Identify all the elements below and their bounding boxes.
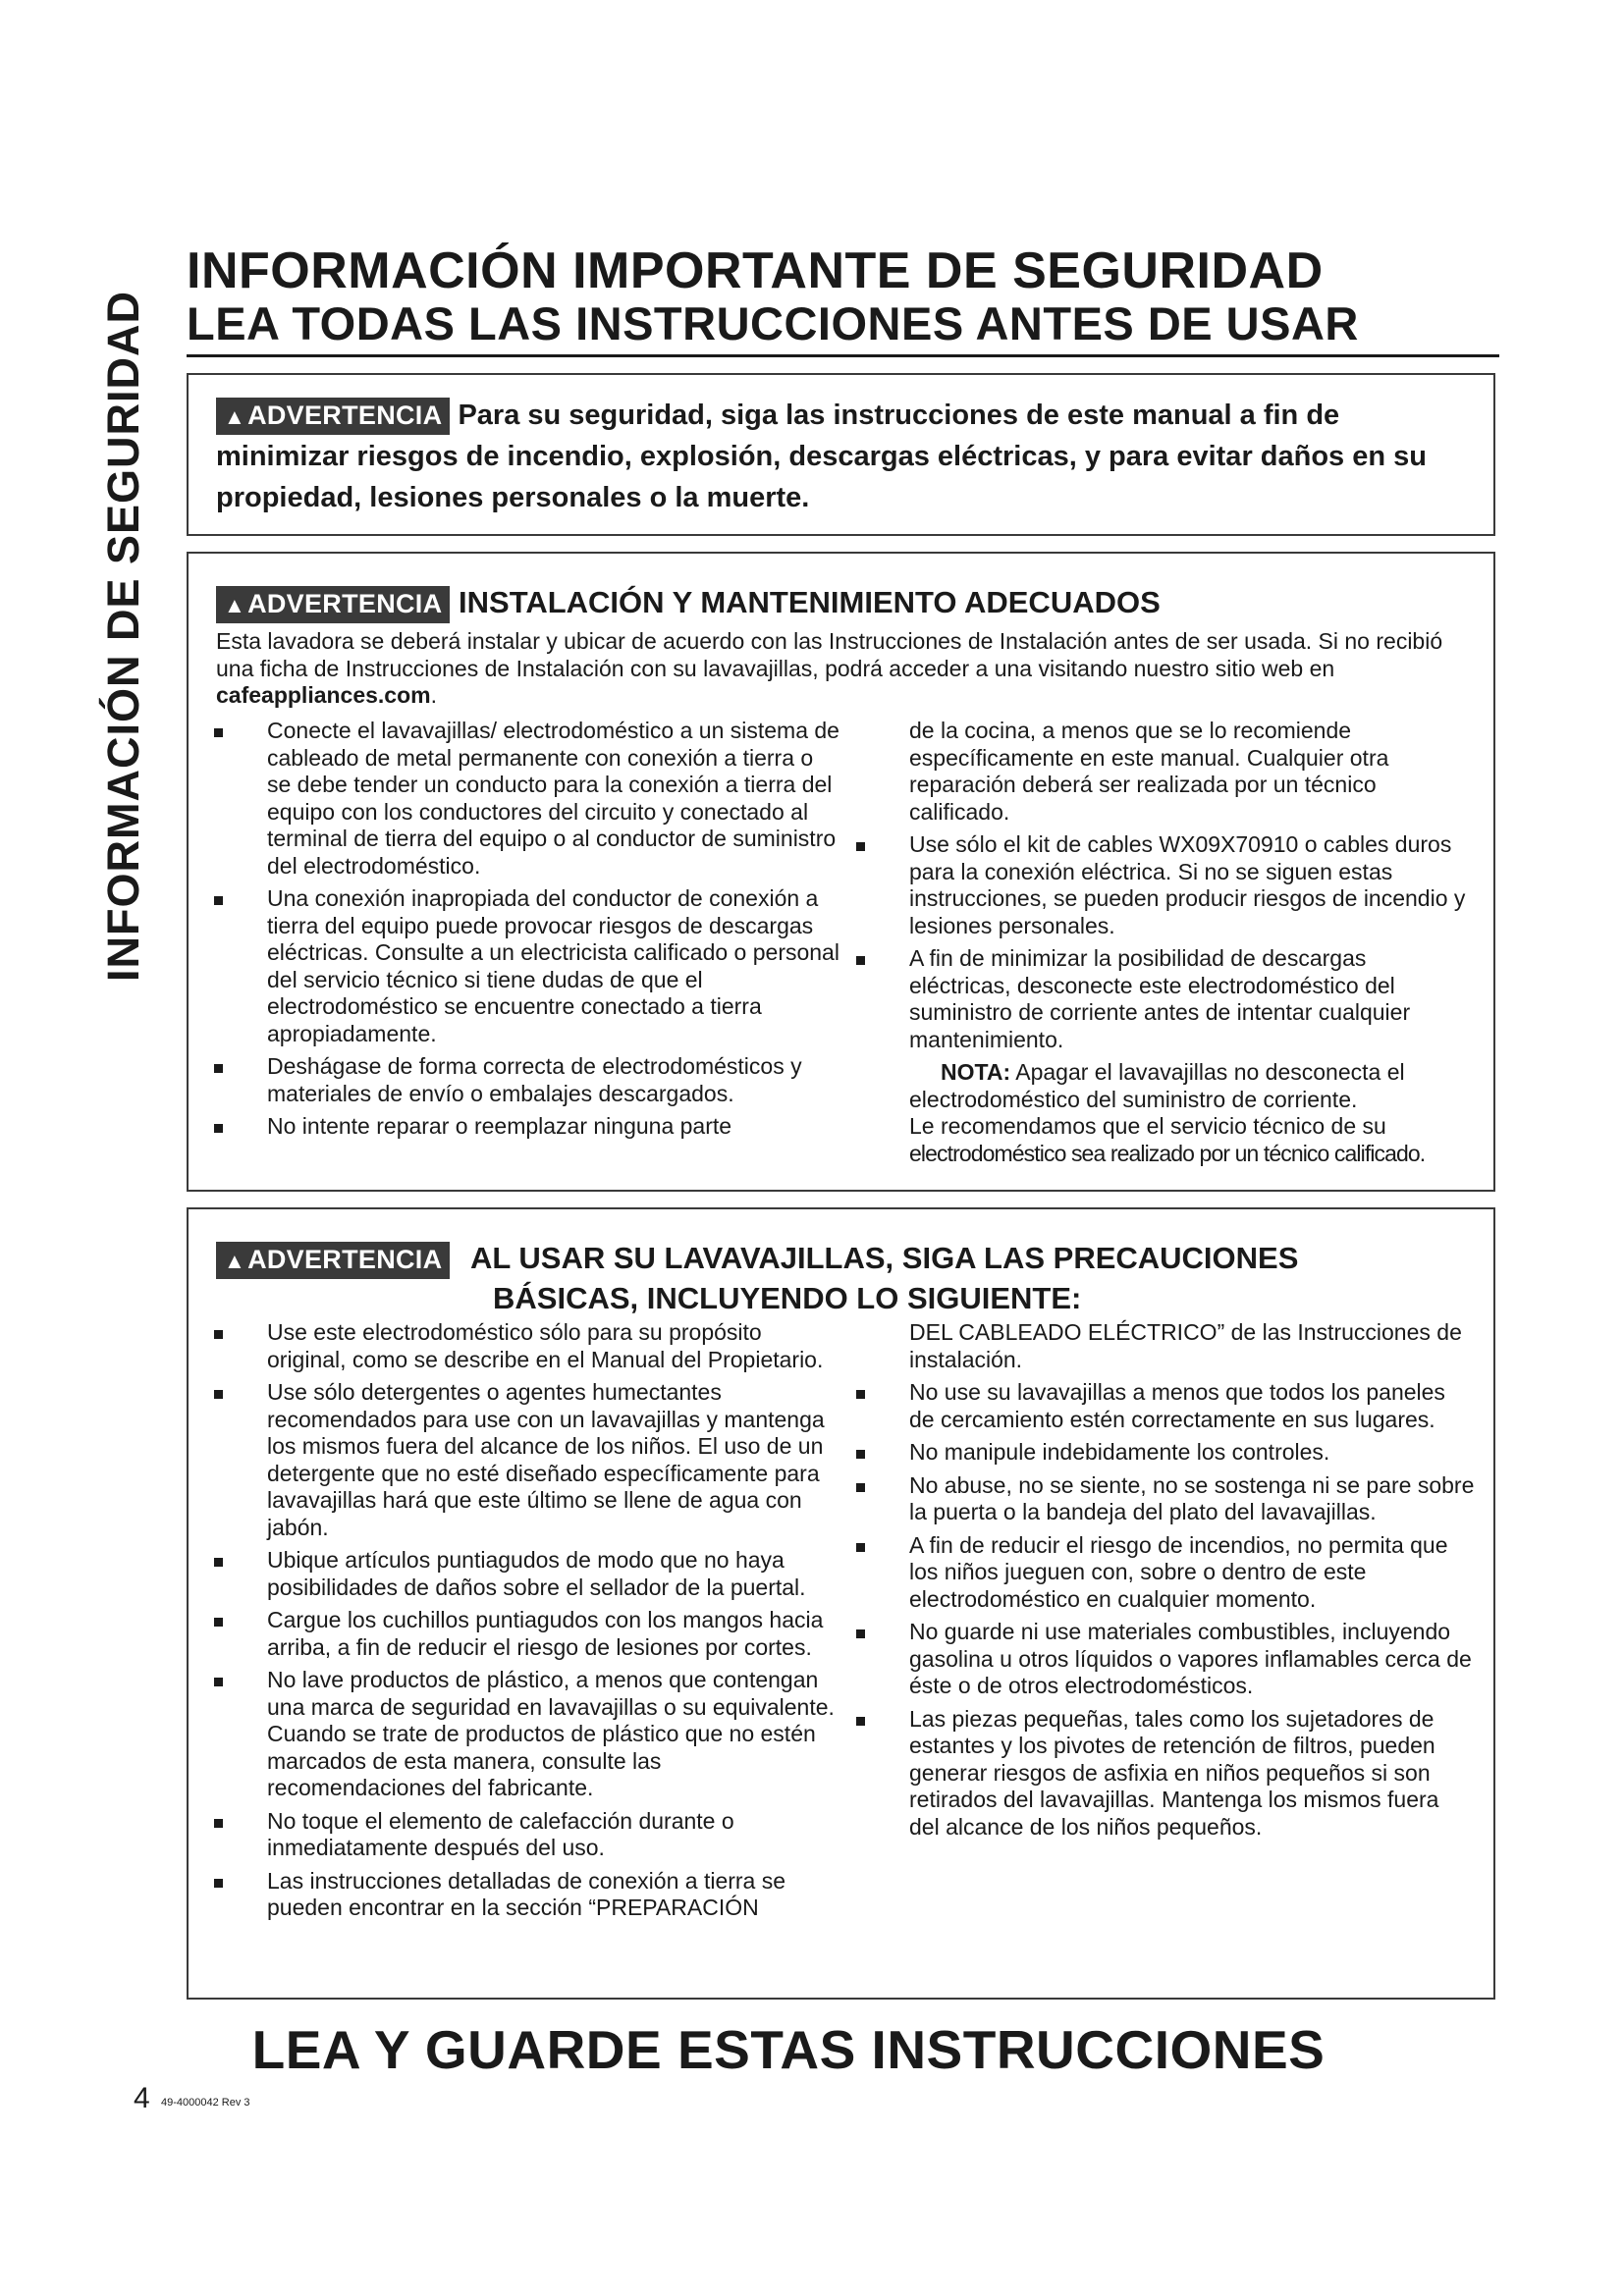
- list-item: Las instrucciones detalladas de conexión a tierra se pueden encontrar en la sección “PREPARACIÓN: [214, 1868, 842, 1922]
- list-item: No use su lavavajillas a menos que todos los paneles de cercamiento estén correctamente en sus lugares.: [856, 1379, 1475, 1433]
- list-item: Ubique artículos puntiagudos de modo que no haya posibilidades de daños sobre el sellador de la puertal.: [214, 1547, 842, 1601]
- note-line-3: electrodoméstico sea realizado por un técnico calificado.: [909, 1140, 1426, 1166]
- note-label: NOTA:: [941, 1059, 1011, 1085]
- list-item: Cargue los cuchillos puntiagudos con los mangos hacia arriba, a fin de reducir el riesgo de lesiones por cortes.: [214, 1607, 842, 1661]
- list-item: Use este electrodoméstico sólo para su propósito original, como se describe en el Manual del Propietario.: [214, 1319, 842, 1373]
- side-section-label: INFORMACIÓN DE SEGURIDAD: [98, 290, 148, 983]
- note-paragraph: NOTA: Apagar el lavavajillas no desconecta el electrodoméstico del suministro de corriente.: [909, 1059, 1405, 1112]
- general-warning-text: [216, 395, 1468, 518]
- list-item: Use sólo el kit de cables WX09X70910 o cables duros para la conexión eléctrica. Si no se siguen estas instrucciones, se pueden producir riesgos de incendio y lesiones personales.: [856, 831, 1473, 939]
- general-warning-box: [187, 373, 1495, 536]
- usage-heading-line2: BÁSICAS, INCLUYENDO LO SIGUIENTE:: [493, 1281, 1082, 1315]
- warning-triangle-icon: ▲: [224, 404, 246, 429]
- list-item: No toque el elemento de calefacción durante o inmediatamente después del uso.: [214, 1808, 842, 1862]
- installation-intro: Esta lavadora se deberá instalar y ubicar de acuerdo con las Instrucciones de Instalación antes de ser usada. Si no recibió una ficha de Instrucciones de Instalación con su lavavajillas, podrá acceder a una visitando nuestro sitio web en cafeappliances.com.: [216, 628, 1443, 708]
- page-subtitle: LEA TODAS LAS INSTRUCCIONES ANTES DE USAR: [187, 297, 1359, 349]
- footer-title: LEA Y GUARDE ESTAS INSTRUCCIONES: [251, 2019, 1326, 2080]
- warning-badge: ▲ADVERTENCIA: [216, 398, 450, 435]
- usage-left-column: [214, 1319, 842, 1928]
- installation-right-column: [856, 718, 1473, 1167]
- website-link: cafeappliances.com: [216, 682, 431, 708]
- title-rule: [187, 354, 1499, 357]
- list-item: Conecte el lavavajillas/ electrodoméstico a un sistema de cableado de metal permanente con conexión a tierra o se debe tender un conducto para la conexión a tierra del equipo con los conductores del circuito y conectado al terminal de tierra del equipo o al conductor de suministro del electrodoméstico.: [214, 718, 842, 880]
- installation-left-column: [214, 718, 842, 1147]
- installation-heading: [216, 583, 1468, 623]
- list-item: Las piezas pequeñas, tales como los sujetadores de estantes y los pivotes de retención de filtros, pueden generar riesgos de asfixia en niños pequeños si son retirados del lavavajillas. Mantenga los mismos fuera del alcance de los niños pequeños.: [856, 1706, 1475, 1842]
- list-item: Use sólo detergentes o agentes humectantes recomendados para use con un lavavajillas y mantenga los mismos fuera del alcance de los niños. El uso de un detergente que no esté diseñado específicamente para lavavajillas hará que este último se llene de agua con jabón.: [214, 1379, 842, 1541]
- general-warning-message: Para su seguridad, siga las instrucciones de este manual a fin de minimizar riesgos de incendio, explosión, descargas eléctricas, y para evitar daños en su propiedad, lesiones personales o la muerte.: [216, 400, 1427, 513]
- list-item: A fin de reducir el riesgo de incendios, no permita que los niños jueguen con, sobre o dentro de este electrodoméstico en cualquier momento.: [856, 1532, 1475, 1614]
- list-item: A fin de minimizar la posibilidad de descargas eléctricas, desconecte este electrodoméstico del suministro de corriente antes de intentar cualquier mantenimiento.: [856, 945, 1473, 1053]
- installation-heading-text: INSTALACIÓN Y MANTENIMIENTO ADECUADOS: [459, 585, 1161, 619]
- page-number: 4: [134, 2082, 150, 2114]
- list-item: No guarde ni use materiales combustibles, incluyendo gasolina u otros líquidos o vapores inflamables cerca de éste o de otros electrodomésticos.: [856, 1619, 1475, 1700]
- list-item: No manipule indebidamente los controles.: [856, 1439, 1475, 1467]
- page-title: INFORMACIÓN IMPORTANTE DE SEGURIDAD: [187, 242, 1324, 299]
- installation-warning-box: [187, 552, 1495, 1192]
- list-item: Una conexión inapropiada del conductor de conexión a tierra del equipo puede provocar riesgos de descargas eléctricas. Consulte a un electricista calificado o personal del servicio técnico si tiene dudas de que el electrodoméstico se encuentre conectado a tierra apropiadamente.: [214, 885, 842, 1047]
- list-item: No lave productos de plástico, a menos que contengan una marca de seguridad en lavavajillas o su equivalente. Cuando se trate de productos de plástico que no estén marcados de esta manera, consulte las recomendaciones del fabricante.: [214, 1667, 842, 1802]
- warning-badge: ▲ADVERTENCIA: [216, 586, 450, 623]
- list-item-continuation: DEL CABLEADO ELÉCTRICO” de las Instrucciones de instalación.: [909, 1319, 1462, 1372]
- warning-triangle-icon: ▲: [224, 593, 246, 617]
- usage-right-column: [856, 1319, 1475, 1846]
- note-line-2: Le recomendamos que el servicio técnico de su: [909, 1113, 1386, 1139]
- list-item: No intente reparar o reemplazar ninguna parte: [214, 1113, 842, 1141]
- usage-warning-box: [187, 1207, 1495, 2000]
- list-item: No abuse, no se siente, no se sostenga ni se pare sobre la puerta o la bandeja del plato del lavavajillas.: [856, 1472, 1475, 1526]
- usage-heading-line1: AL USAR SU LAVAVAJILLAS, SIGA LAS PRECAUCIONES: [470, 1241, 1299, 1275]
- document-code: 49-4000042 Rev 3: [161, 2097, 250, 2109]
- side-section-tab: [96, 253, 151, 1019]
- warning-triangle-icon: ▲: [224, 1249, 246, 1273]
- list-item-continuation: de la cocina, a menos que se lo recomiende específicamente en este manual. Cualquier otra reparación deberá ser realizada por un técnico calificado.: [909, 718, 1389, 825]
- list-item: Deshágase de forma correcta de electrodomésticos y materiales de envío o embalajes descargados.: [214, 1053, 842, 1107]
- warning-badge: ▲ADVERTENCIA: [216, 1242, 450, 1279]
- usage-heading: [216, 1239, 1473, 1318]
